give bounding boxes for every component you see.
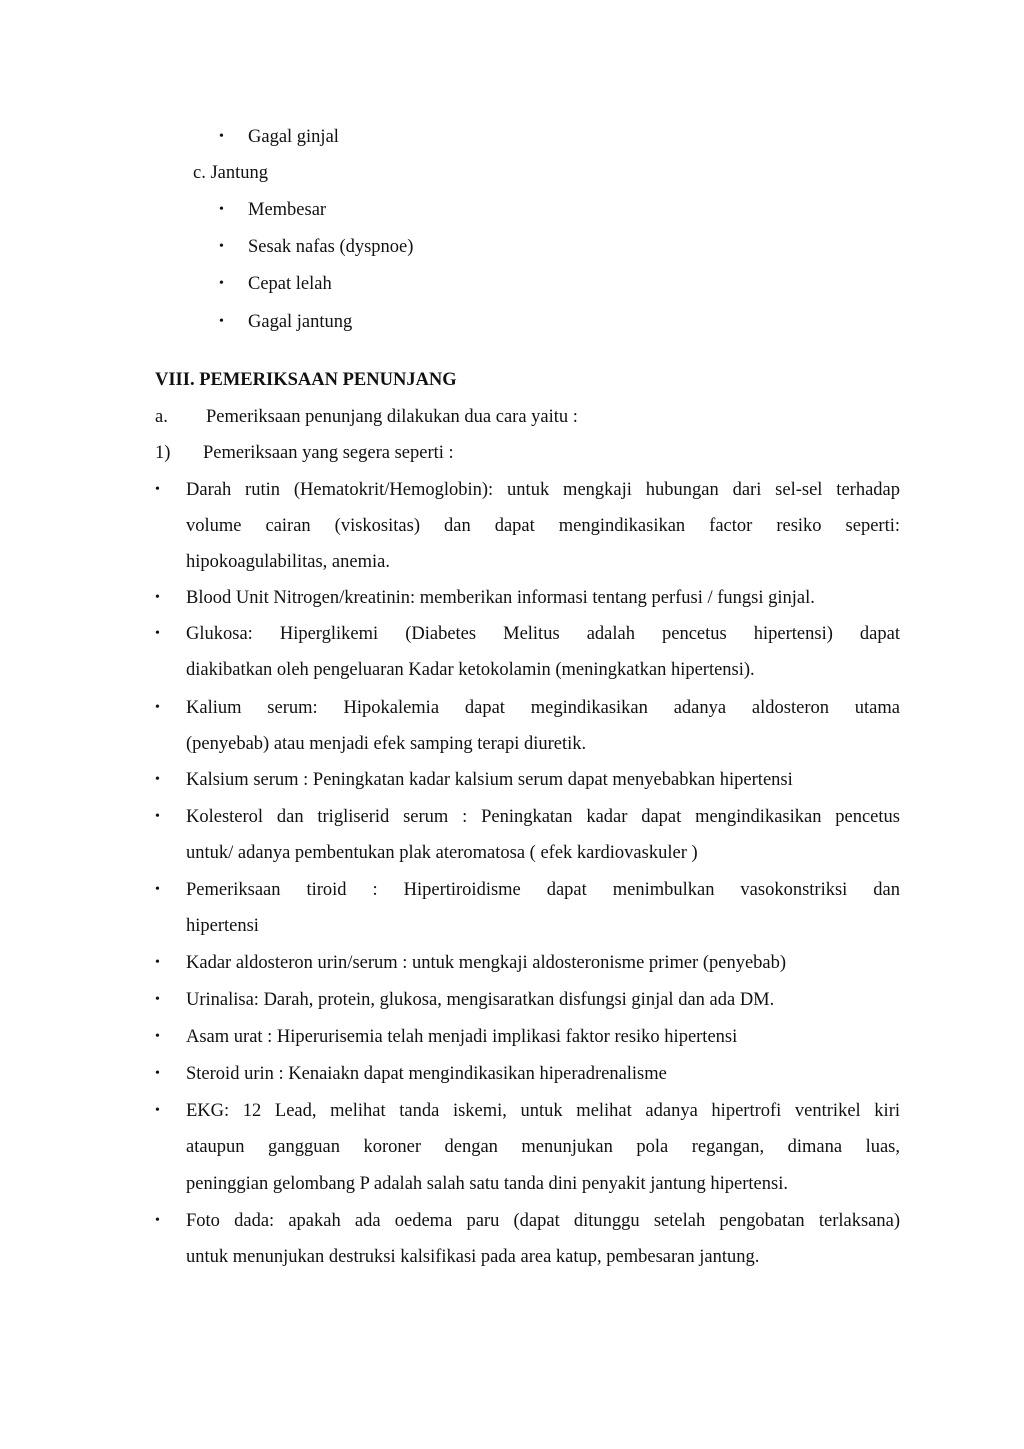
list-item-line: Blood Unit Nitrogen/kreatinin: memberikan informasi tentang perfusi / fungsi ginjal.: [186, 588, 815, 608]
bullet-icon: •: [155, 482, 160, 497]
bullet-icon: •: [155, 809, 160, 824]
list-item-line: Glukosa: Hiperglikemi (Diabetes Melitus adalah pencetus hipertensi) dapat: [186, 624, 900, 644]
list-item-line: untuk/ adanya pembentukan plak ateromatosa ( efek kardiovaskuler ): [186, 843, 698, 863]
intro-marker: a.: [155, 407, 168, 427]
sub-marker: 1): [155, 443, 171, 463]
list-item: Gagal jantung: [248, 312, 353, 332]
list-item-line: (penyebab) atau menjadi efek samping terapi diuretik.: [186, 734, 587, 754]
list-item-line: ataupun gangguan koroner dengan menunjukan pola regangan, dimana luas,: [186, 1137, 900, 1157]
intro-text: Pemeriksaan penunjang dilakukan dua cara yaitu :: [206, 407, 578, 427]
sub-text: Pemeriksaan yang segera seperti :: [203, 443, 454, 463]
bullet-icon: •: [155, 1213, 160, 1228]
bullet-icon: •: [155, 1029, 160, 1044]
list-item-line: Kalsium serum : Peningkatan kadar kalsium serum dapat menyebabkan hipertensi: [186, 770, 793, 790]
list-item-line: diakibatkan oleh pengeluaran Kadar ketokolamin (meningkatkan hipertensi).: [186, 660, 755, 680]
bullet-icon: •: [155, 992, 160, 1007]
list-item-line: Foto dada: apakah ada oedema paru (dapat ditunggu setelah pengobatan terlaksana): [186, 1211, 900, 1231]
list-item-line: Pemeriksaan tiroid : Hipertiroidisme dapat menimbulkan vasokonstriksi dan: [186, 880, 900, 900]
bullet-icon: •: [155, 700, 160, 715]
list-item: Sesak nafas (dyspnoe): [248, 237, 414, 257]
bullet-icon: •: [219, 202, 224, 217]
section-heading: VIII. PEMERIKSAAN PENUNJANG: [155, 370, 457, 390]
sublist-label: c. Jantung: [193, 163, 269, 183]
list-item-line: EKG: 12 Lead, melihat tanda iskemi, untuk melihat adanya hipertrofi ventrikel kiri: [186, 1101, 900, 1121]
list-item: Cepat lelah: [248, 274, 332, 294]
bullet-icon: •: [219, 239, 224, 254]
bullet-icon: •: [219, 276, 224, 291]
bullet-icon: •: [155, 955, 160, 970]
bullet-icon: •: [155, 882, 160, 897]
list-item-line: hipokoagulabilitas, anemia.: [186, 552, 390, 572]
list-item-line: Urinalisa: Darah, protein, glukosa, mengisaratkan disfungsi ginjal dan ada DM.: [186, 990, 775, 1010]
list-item-line: Darah rutin (Hematokrit/Hemoglobin): untuk mengkaji hubungan dari sel-sel terhadap: [186, 480, 900, 500]
list-item-line: peninggian gelombang P adalah salah satu tanda dini penyakit jantung hipertensi.: [186, 1174, 788, 1194]
list-item-line: Asam urat : Hiperurisemia telah menjadi implikasi faktor resiko hipertensi: [186, 1027, 738, 1047]
bullet-icon: •: [219, 314, 224, 329]
list-item: Gagal ginjal: [248, 127, 339, 147]
bullet-icon: •: [155, 772, 160, 787]
list-item-line: untuk menunjukan destruksi kalsifikasi pada area katup, pembesaran jantung.: [186, 1247, 760, 1267]
list-item: Membesar: [248, 200, 327, 220]
bullet-icon: •: [219, 129, 224, 144]
bullet-icon: •: [155, 590, 160, 605]
list-item-line: Kadar aldosteron urin/serum : untuk mengkaji aldosteronisme primer (penyebab): [186, 953, 787, 973]
list-item-line: Kolesterol dan trigliserid serum : Peningkatan kadar dapat mengindikasikan pencetus: [186, 807, 900, 827]
list-item-line: volume cairan (viskositas) dan dapat mengindikasikan factor resiko seperti:: [186, 516, 900, 536]
list-item-line: Kalium serum: Hipokalemia dapat megindikasikan adanya aldosteron utama: [186, 698, 900, 718]
bullet-icon: •: [155, 1103, 160, 1118]
bullet-icon: •: [155, 626, 160, 641]
list-item-line: Steroid urin : Kenaiakn dapat mengindikasikan hiperadrenalisme: [186, 1064, 667, 1084]
list-item-line: hipertensi: [186, 916, 259, 936]
bullet-icon: •: [155, 1066, 160, 1081]
